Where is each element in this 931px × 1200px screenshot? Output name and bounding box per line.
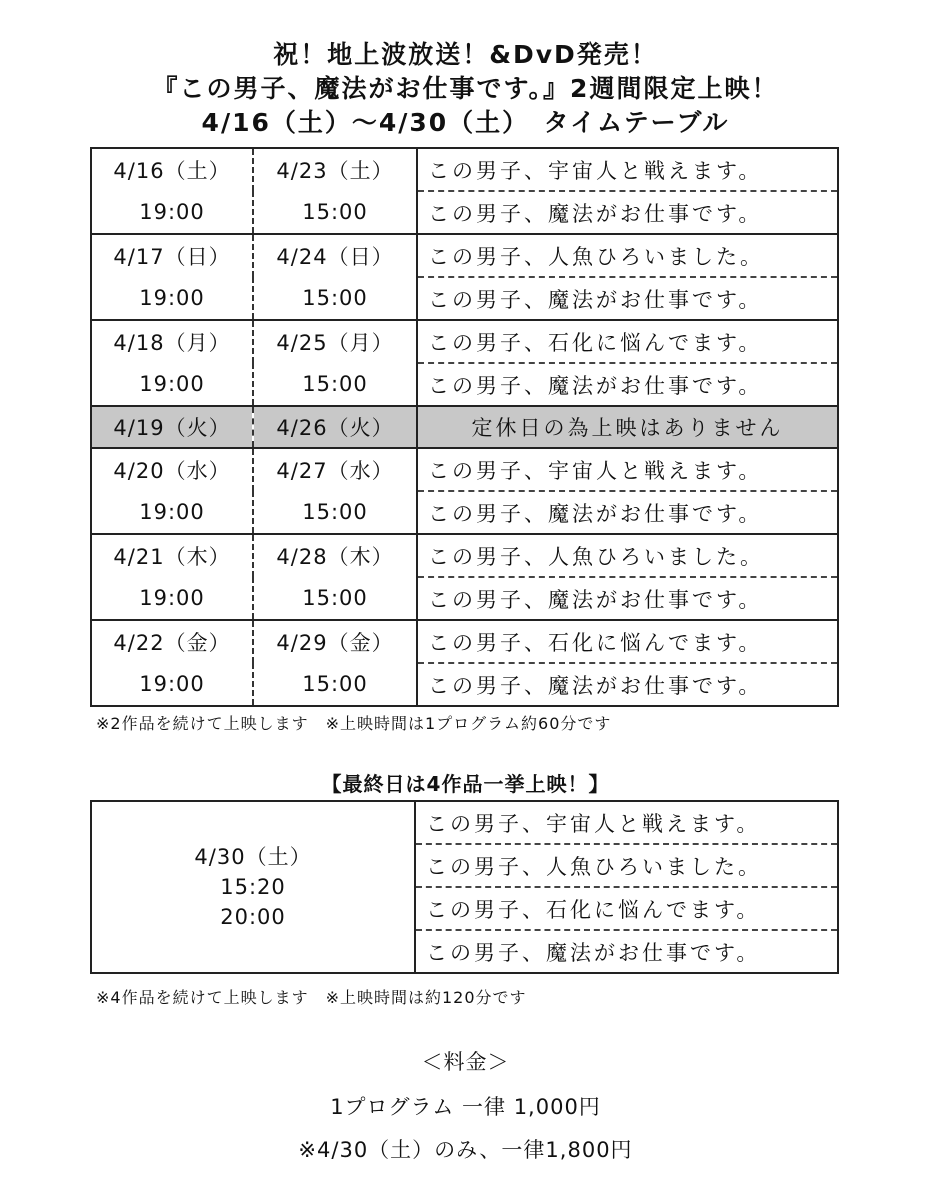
time-cell: 19:00 xyxy=(91,491,253,534)
date-cell: 4/24（日） xyxy=(253,234,417,277)
table-row xyxy=(91,801,838,844)
film-title: この男子、石化に悩んでます。 xyxy=(415,887,838,930)
film-title: この男子、魔法がお仕事です。 xyxy=(417,363,838,406)
time-cell: 15:00 xyxy=(253,363,417,406)
date-cell: 4/22（金） xyxy=(91,620,253,663)
time-cell: 19:00 xyxy=(91,191,253,234)
date-cell: 4/23（土） xyxy=(253,148,417,191)
film-title: この男子、人魚ひろいました。 xyxy=(415,844,838,887)
time-cell: 19:00 xyxy=(91,363,253,406)
table-row xyxy=(91,234,838,277)
closed-notice: 定休日の為上映はありません xyxy=(417,406,838,448)
film-title: この男子、魔法がお仕事です。 xyxy=(417,491,838,534)
time-cell: 15:00 xyxy=(253,491,417,534)
final-time: 15:20 xyxy=(220,875,286,899)
table-row xyxy=(91,363,838,406)
timetable xyxy=(90,147,839,707)
price-final-day: ※4/30（土）のみ、一律1,800円 xyxy=(298,1138,633,1162)
table-row xyxy=(91,191,838,234)
table-row xyxy=(91,620,838,663)
time-cell: 15:00 xyxy=(253,577,417,620)
final-day-table xyxy=(90,800,839,974)
table-row xyxy=(91,663,838,706)
film-title: この男子、石化に悩んでます。 xyxy=(417,320,838,363)
title-line-3: 4/16（土）～4/30（土） タイムテーブル xyxy=(201,108,730,137)
date-cell: 4/26（火） xyxy=(253,406,417,448)
film-title: この男子、魔法がお仕事です。 xyxy=(417,577,838,620)
film-title: この男子、宇宙人と戦えます。 xyxy=(426,811,761,836)
film-title: この男子、宇宙人と戦えます。 xyxy=(417,148,838,191)
final-date-time-cell xyxy=(91,801,415,973)
film-title: この男子、魔法がお仕事です。 xyxy=(417,277,838,320)
table-row xyxy=(91,577,838,620)
date-cell: 4/20（水） xyxy=(91,448,253,491)
table-row xyxy=(91,448,838,491)
date-cell: 4/18（月） xyxy=(91,320,253,363)
date-cell: 4/19（火） xyxy=(91,406,253,448)
final-day-heading: 【最終日は4作品一挙上映！】 xyxy=(321,772,610,796)
film-title: この男子、魔法がお仕事です。 xyxy=(417,663,838,706)
schedule-note: ※2作品を続けて上映します ※上映時間は1プログラム約60分です xyxy=(96,714,612,733)
date-cell: 4/16（土） xyxy=(91,148,253,191)
title-line-2: 『この男子、魔法がお仕事です。』2週間限定上映！ xyxy=(152,74,779,103)
final-time: 20:00 xyxy=(220,905,286,929)
table-row xyxy=(91,534,838,577)
table-row xyxy=(91,491,838,534)
table-row xyxy=(91,277,838,320)
film-title: この男子、宇宙人と戦えます。 xyxy=(417,448,838,491)
date-cell: 4/21（木） xyxy=(91,534,253,577)
time-cell: 15:00 xyxy=(253,663,417,706)
date-cell: 4/29（金） xyxy=(253,620,417,663)
final-note: ※4作品を続けて上映します ※上映時間は約120分です xyxy=(96,988,527,1007)
price-heading: ＜料金＞ xyxy=(421,1050,510,1074)
final-date: 4/30（土） xyxy=(194,845,312,869)
time-cell: 15:00 xyxy=(253,191,417,234)
film-title: この男子、石化に悩んでます。 xyxy=(417,620,838,663)
date-cell: 4/25（月） xyxy=(253,320,417,363)
table-row xyxy=(91,148,838,191)
time-cell: 19:00 xyxy=(91,277,253,320)
film-title: この男子、人魚ひろいました。 xyxy=(417,534,838,577)
table-row xyxy=(91,320,838,363)
closed-day-row xyxy=(91,406,838,448)
time-cell: 19:00 xyxy=(91,577,253,620)
price-standard: 1プログラム 一律 1,000円 xyxy=(330,1095,601,1119)
film-title: この男子、魔法がお仕事です。 xyxy=(415,930,838,973)
time-cell: 19:00 xyxy=(91,663,253,706)
film-title: この男子、魔法がお仕事です。 xyxy=(417,191,838,234)
date-cell: 4/17（日） xyxy=(91,234,253,277)
time-cell: 15:00 xyxy=(253,277,417,320)
title-line-1: 祝！地上波放送！&DvD発売！ xyxy=(273,40,658,69)
date-cell: 4/28（木） xyxy=(253,534,417,577)
film-title: この男子、人魚ひろいました。 xyxy=(417,234,838,277)
date-cell: 4/27（水） xyxy=(253,448,417,491)
